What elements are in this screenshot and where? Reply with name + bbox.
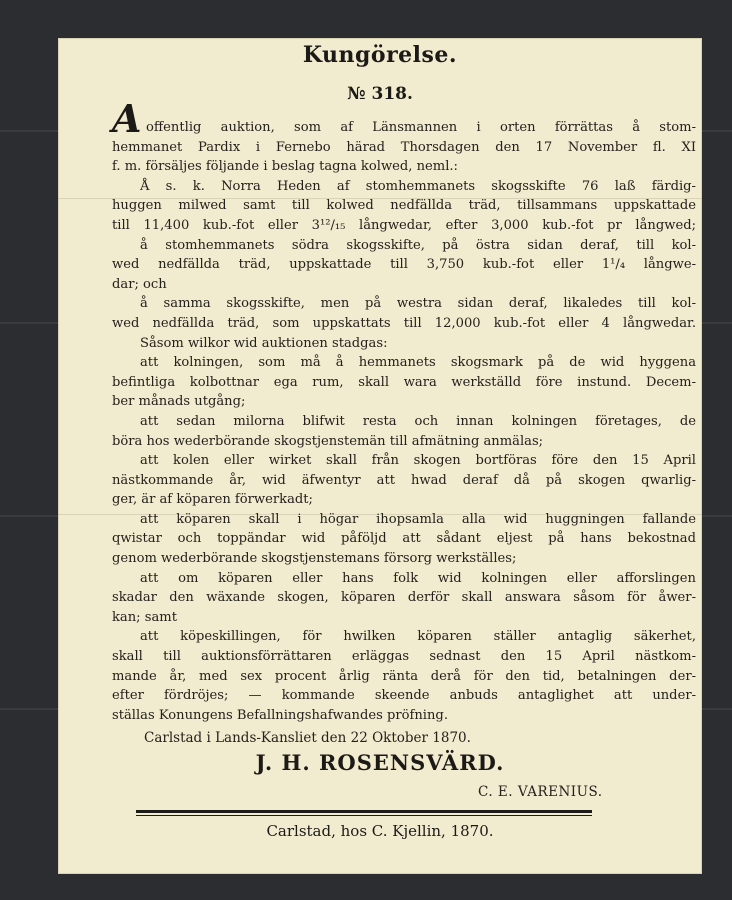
cosignatory-name: C. E. VARENIUS.: [478, 784, 603, 800]
body-line: att köparen skall i högar ihopsamla alla wid huggningen fallande: [140, 511, 696, 527]
divider-thin: [136, 815, 592, 816]
body-line: dar; och: [112, 276, 167, 292]
body-line: att sedan milorna blifwit resta och innan kolningen företages, de: [140, 413, 696, 429]
body-line: wed nedfällda träd, uppskattade till 3,750 kub.-fot eller 1¹/₄ långwe-: [112, 257, 696, 273]
divider-thick: [136, 810, 592, 813]
printer-imprint: Carlstad, hos C. Kjellin, 1870.: [266, 822, 494, 840]
body-line: befintliga kolbottnar ega rum, skall wara werkställd före instund. Decem-: [112, 374, 696, 390]
body-line: ger, är af köparen förwerkadt;: [112, 492, 313, 508]
signatory-name: J. H. ROSENSVÄRD.: [255, 750, 505, 775]
drop-cap: A: [112, 96, 142, 141]
body-line: kan; samt: [112, 609, 177, 625]
body-line: att kolen eller wirket skall från skogen bortföras före den 15 April: [140, 453, 696, 469]
body-line: efter fördröjes; — kommande skeende anbuds antaglighet att under-: [112, 688, 696, 704]
body-line: wed nedfällda träd, som uppskattats till 12,000 kub.-fot eller 4 långwedar.: [112, 315, 696, 331]
body-line: Såsom wilkor wid auktionen stadgas:: [140, 335, 388, 351]
body-line: offentlig auktion, som af Länsmannen i orten förrättas å stom-: [146, 120, 696, 135]
announcement-body: [112, 118, 696, 725]
body-line: nästkommande år, wid äfwentyr att hwad deraf då på skogen qwarlig-: [112, 472, 696, 488]
body-line: ställas Konungens Befallningshafwandes pröfning.: [112, 707, 448, 723]
document-sheet: [58, 38, 702, 874]
body-line: hemmanet Pardix i Fernebo härad Thorsdagen den 17 November fl. XI: [112, 139, 696, 155]
body-line: huggen milwed samt till kolwed nedfällda träd, tillsammans uppskattade: [112, 198, 696, 214]
body-line: å stomhemmanets södra skogsskifte, på östra sidan deraf, till kol-: [140, 237, 696, 253]
body-line: skadar den wäxande skogen, köparen derför skall answara såsom för åwer-: [112, 590, 696, 606]
body-line: att köpeskillingen, för hwilken köparen ställer antaglig säkerhet,: [140, 629, 696, 645]
document-number: № 318.: [347, 84, 413, 104]
body-line: till 11,400 kub.-fot eller 3¹²/₁₅ långwedar, efter 3,000 kub.-fot pr långwed;: [112, 217, 696, 233]
body-line: böra hos wederbörande skogstjenstemän till afmätning anmälas;: [112, 433, 544, 449]
body-line: f. m. försäljes följande i beslag tagna kolwed, neml.:: [112, 159, 458, 175]
body-line: qwistar och toppändar wid påföljd att sådant eljest på hans bekostnad: [112, 531, 696, 547]
place-and-date: Carlstad i Lands-Kansliet den 22 Oktober 1870.: [144, 730, 471, 746]
body-line: skall till auktionsförrättaren erläggas sednast den 15 April nästkom-: [112, 649, 696, 665]
body-line: mande år, med sex procent årlig ränta derå för den tid, betalningen der-: [112, 668, 696, 684]
body-line: genom wederbörande skogstjenstemans försorg werkställes;: [112, 551, 517, 567]
body-line: å samma skogsskifte, men på westra sidan deraf, likaledes till kol-: [140, 296, 696, 312]
document-title: Kungörelse.: [302, 42, 458, 68]
body-line: att kolningen, som må å hemmanets skogsmark på de wid hyggena: [140, 355, 696, 371]
body-line: att om köparen eller hans folk wid kolningen eller afforslingen: [140, 570, 696, 586]
body-line: Å s. k. Norra Heden af stomhemmanets skogsskifte 76 laß färdig-: [140, 178, 696, 194]
body-line: ber månads utgång;: [112, 394, 246, 410]
